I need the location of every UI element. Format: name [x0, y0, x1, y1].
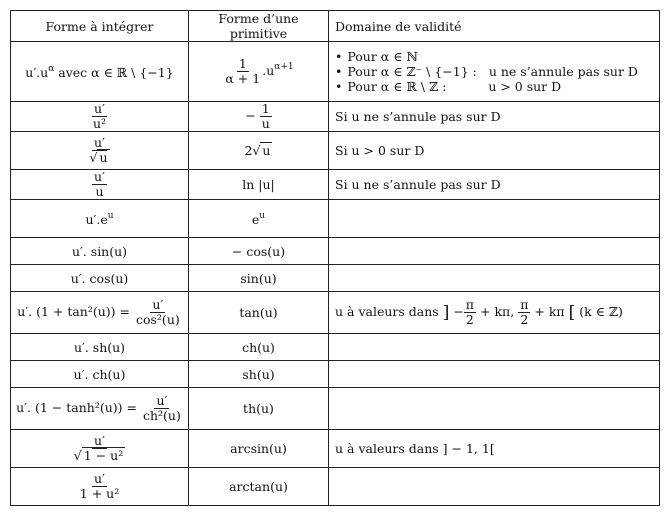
form-cell: u′. cos(u) [11, 265, 189, 292]
form-cell: u′. (1 − tanh²(u)) = $\frac{u'}{\text{ch²(u)}}$ [11, 388, 189, 430]
table-row [11, 334, 660, 361]
form-cell: u′. sin(u) [11, 238, 189, 265]
table-row [11, 265, 660, 292]
primitive-cell: $e^u$ [189, 200, 329, 238]
domain-cell [329, 265, 660, 292]
primitive-cell: ch(u) [189, 334, 329, 361]
table-row [11, 292, 660, 334]
domain-item: • Pour α ∈ ℤ⁻ \ {−1} : u ne s’annule pas sur D [335, 64, 653, 79]
header-row [11, 11, 660, 42]
form-cell [11, 102, 189, 132]
form-cell: u′. sh(u) [11, 334, 189, 361]
domain-cell [329, 388, 660, 430]
domain-cell [329, 238, 660, 265]
table-row [11, 42, 660, 102]
primitives-table [10, 10, 660, 506]
primitive-text: .u [262, 63, 275, 78]
header-primitive: Forme d’une primitive [189, 11, 329, 42]
domain-cell: Si u ne s’annule pas sur D [329, 102, 660, 132]
form-fraction: $\frac{u'}{\text{u²}}$ [92, 101, 107, 131]
primitive-cell: − $\frac{1}{u}$ [189, 102, 329, 132]
domain-cell: Si u > 0 sur D [329, 132, 660, 170]
primitive-cell: 2√ u [189, 132, 329, 170]
form-cell [11, 132, 189, 170]
primitive-cell: − cos(u) [189, 238, 329, 265]
domain-cell [329, 200, 660, 238]
domain-cell [329, 361, 660, 388]
form-fraction: $\frac{u'}{\text{cos²(u)}}$ [135, 297, 180, 327]
primitive-cell: tan(u) [189, 292, 329, 334]
primitive-cell: sin(u) [189, 265, 329, 292]
form-cell [11, 170, 189, 200]
form-exponent: α [48, 63, 55, 74]
form-text: u′.u [25, 64, 49, 80]
table-row [11, 388, 660, 430]
table-row [11, 170, 660, 200]
form-cell [11, 42, 189, 102]
table-row [11, 132, 660, 170]
header-domain: Domaine de validité [329, 11, 660, 42]
form-fraction: $\frac{u'}{\text{√ 1 − u²}}$ [73, 433, 124, 463]
primitive-cell: sh(u) [189, 361, 329, 388]
domain-list [335, 49, 653, 94]
domain-cell [329, 468, 660, 506]
primitive-cell: th(u) [189, 388, 329, 430]
primitive-cell: ln |u| [189, 170, 329, 200]
domain-cell: u à valeurs dans ] − 1, 1[ [329, 430, 660, 468]
table-row [11, 200, 660, 238]
domain-cell [329, 334, 660, 361]
table-row [11, 102, 660, 132]
form-fraction: $\frac{u'}{u}$ [94, 169, 105, 199]
header-form: Forme à intégrer [11, 11, 189, 42]
primitive-cell: arctan(u) [189, 468, 329, 506]
primitive-cell: arcsin(u) [189, 430, 329, 468]
domain-item: • Pour α ∈ ℕ [335, 49, 653, 64]
table-row [11, 430, 660, 468]
form-cell [11, 430, 189, 468]
domain-cell: Si u ne s’annule pas sur D [329, 170, 660, 200]
primitive-fraction: $\frac{1}{u}$ [261, 101, 270, 131]
form-cell [11, 468, 189, 506]
form-cell: u′. (1 + tan²(u)) = $\frac{u'}{\text{cos²(u)}}$ [11, 292, 189, 334]
primitive-exponent: α+1 [274, 62, 294, 72]
form-fraction: $\frac{u'}{\text{ch²(u)}}$ [142, 393, 181, 423]
domain-cell [329, 42, 660, 102]
form-condition: avec α ∈ ℝ \ {−1} [54, 64, 174, 80]
table-row [11, 361, 660, 388]
primitive-cell [189, 42, 329, 102]
form-cell: $u'.e^u$ [11, 200, 189, 238]
domain-item: • Pour α ∈ ℝ \ ℤ : u > 0 sur D [335, 79, 653, 94]
table-row [11, 468, 660, 506]
domain-cell: u à valeurs dans ] − $\frac{\pi}{2}$ + kπ, $\frac{\pi}{2}$ + kπ [ (k ∈ ℤ) [329, 292, 660, 334]
form-cell: u′. ch(u) [11, 361, 189, 388]
primitive-fraction: $\frac{1}{\alpha + 1}$ [225, 56, 261, 86]
form-fraction: $\frac{u'}{\text{1 + u²}}$ [79, 471, 120, 501]
form-fraction: $\frac{u'}{√ u}$ [89, 135, 108, 165]
table-row [11, 238, 660, 265]
